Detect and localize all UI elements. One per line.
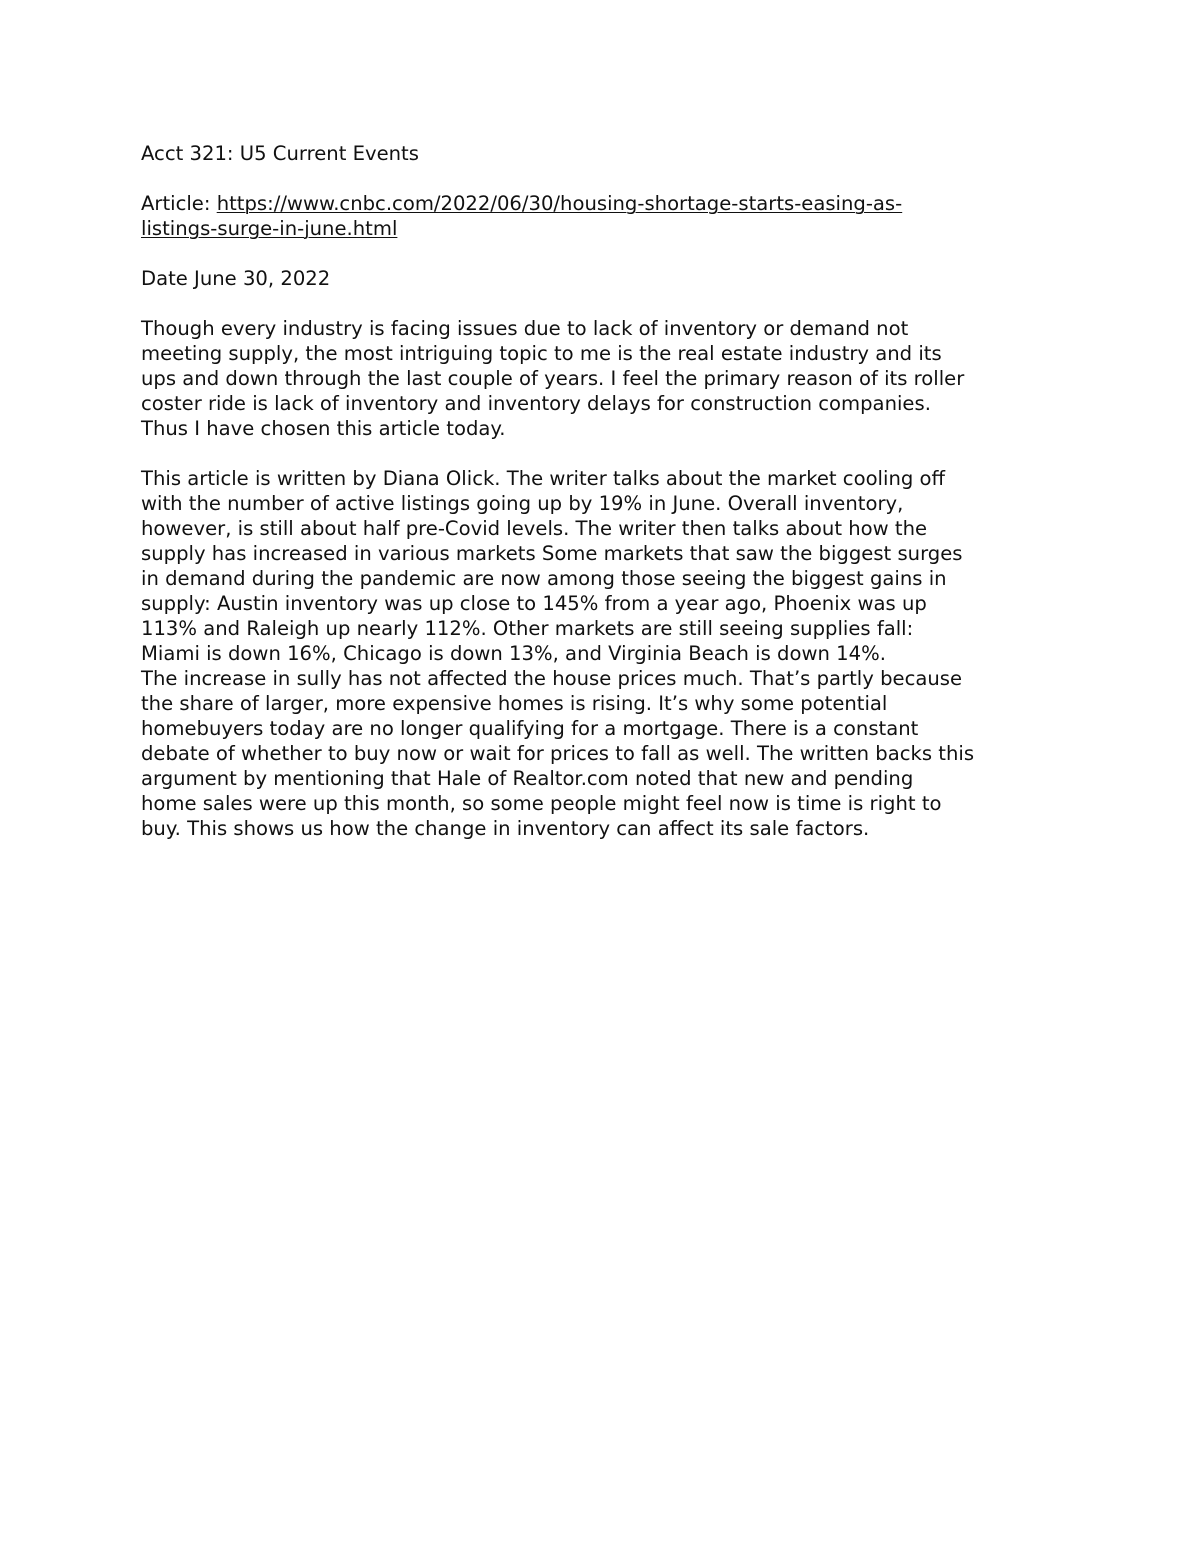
paragraph-line: however, is still about half pre-Covid levels. The writer then talks about how the (141, 517, 928, 540)
paragraph-summary (141, 466, 1071, 841)
article-date (141, 266, 1071, 291)
document-title (141, 141, 1071, 166)
paragraph-line: homebuyers today are no longer qualifying for a mortgage. There is a constant (141, 717, 919, 740)
paragraph-line: coster ride is lack of inventory and inventory delays for construction companies. (141, 392, 931, 415)
paragraph-line: ups and down through the last couple of years. I feel the primary reason of its roller (141, 367, 965, 390)
paragraph-line: meeting supply, the most intriguing topic to me is the real estate industry and its (141, 342, 942, 365)
article-reference (141, 191, 1071, 241)
paragraph-line: in demand during the pandemic are now among those seeing the biggest gains in (141, 567, 947, 590)
document-body (141, 141, 1071, 866)
paragraph-intro (141, 316, 1071, 441)
date-text: Date June 30, 2022 (141, 267, 331, 290)
article-line-1 (141, 191, 1071, 216)
paragraph-line: The increase in sully has not affected the house prices much. That’s partly because (141, 667, 963, 690)
article-link-part-2[interactable]: listings-surge-in-june.html (141, 217, 398, 240)
paragraph-line: argument by mentioning that Hale of Realtor.com noted that new and pending (141, 767, 914, 790)
article-link-part-1[interactable]: https://www.cnbc.com/2022/06/30/housing-shortage-starts-easing-as- (216, 192, 903, 215)
paragraph-line: Miami is down 16%, Chicago is down 13%, and Virginia Beach is down 14%. (141, 642, 886, 665)
paragraph-line: buy. This shows us how the change in inventory can affect its sale factors. (141, 817, 870, 840)
paragraph-line: debate of whether to buy now or wait for prices to fall as well. The written backs this (141, 742, 975, 765)
article-line-2 (141, 216, 1071, 241)
paragraph-line: with the number of active listings going up by 19% in June. Overall inventory, (141, 492, 904, 515)
title-text: Acct 321: U5 Current Events (141, 142, 419, 165)
paragraph-line: Though every industry is facing issues due to lack of inventory or demand not (141, 317, 909, 340)
paragraph-line: the share of larger, more expensive homes is rising. It’s why some potential (141, 692, 888, 715)
paragraph-line: 113% and Raleigh up nearly 112%. Other markets are still seeing supplies fall: (141, 617, 914, 640)
paragraph-line: This article is written by Diana Olick. The writer talks about the market cooling off (141, 467, 946, 490)
paragraph-line: supply: Austin inventory was up close to 145% from a year ago, Phoenix was up (141, 592, 927, 615)
paragraph-line: Thus I have chosen this article today. (141, 417, 506, 440)
paragraph-line: supply has increased in various markets Some markets that saw the biggest surges (141, 542, 963, 565)
article-label: Article: (141, 192, 217, 215)
paragraph-line: home sales were up this month, so some people might feel now is time is right to (141, 792, 942, 815)
